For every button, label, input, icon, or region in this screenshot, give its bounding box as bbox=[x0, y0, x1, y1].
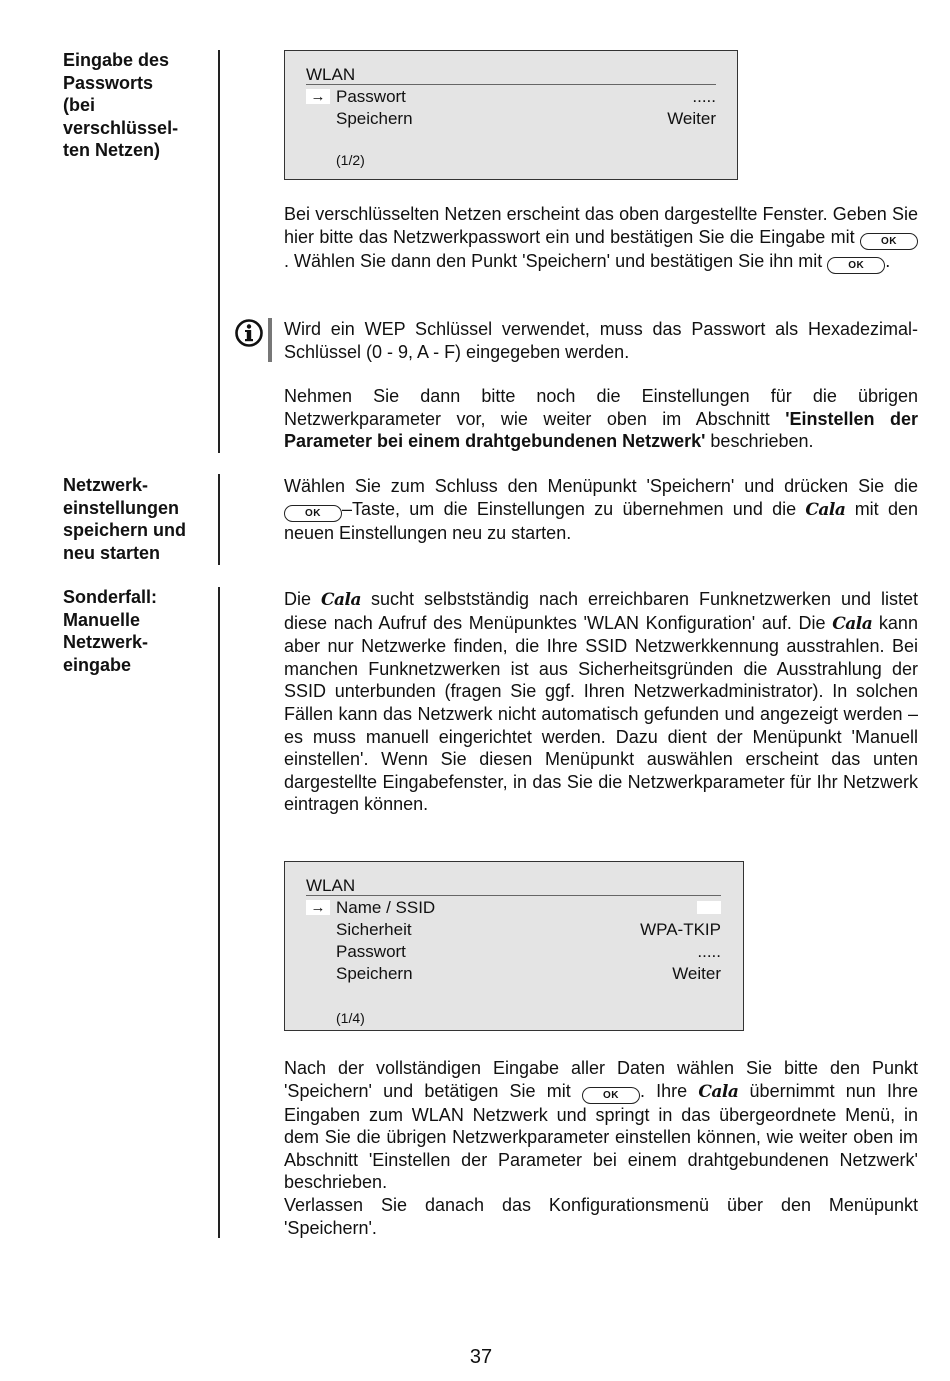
paragraph-encrypted-networks: Bei verschlüsselten Netzen erscheint das oben dargestellte Fenster. Geben Sie hier bitte das Netzwerkpasswort ein und bestätigen Sie die Eingabe mit OK. Wählen Sie dann den Punkt 'Speichern' und bestätigen Sie ihn mit OK . bbox=[284, 203, 918, 274]
note-marker-bar bbox=[268, 318, 272, 362]
menu-row-password[interactable] bbox=[306, 86, 716, 107]
paragraph-save-restart: Wählen Sie zum Schluss den Menüpunkt 'Speichern' und drücken Sie die OK –Taste, um die Einstellungen zu übernehmen und die Cala mit den neuen Einstellungen neu zu starten. bbox=[284, 476, 918, 543]
paragraph-finish-entry: Nach der vollständigen Eingabe aller Daten wählen Sie bitte den Punkt 'Speichern' und betätigen Sie mit OK . Ihre Cala übernimmt nun Ihre Eingaben zum WLAN Netzwerk und springt in das übergeordnete Menü, in dem Sie die übrigen Netzwerkparameter einstellen können, wie weiter oben im Abschnitt 'Einstellen der Parameter bei einem drahtgebundenen Netzwerk' beschrieben. Verlassen Sie danach das Konfigurationsmenü über den Menüpunkt 'Speichern'. bbox=[284, 1058, 918, 1238]
menu-row-value: Weiter bbox=[672, 964, 721, 983]
screen-page-indicator: (1/2) bbox=[336, 152, 365, 168]
menu-row-save[interactable] bbox=[306, 108, 716, 129]
menu-row-label: Name / SSID bbox=[336, 898, 436, 917]
section-divider bbox=[218, 474, 220, 565]
section-heading-password: Eingabe des Passworts (bei verschlüssel- ten Netzen) bbox=[63, 50, 179, 160]
menu-row-label: Speichern bbox=[336, 964, 413, 983]
ok-button-icon: OK bbox=[284, 505, 342, 522]
menu-row-label: Speichern bbox=[336, 109, 413, 128]
screen-page-indicator: (1/4) bbox=[336, 1010, 365, 1026]
menu-row-ssid[interactable] bbox=[306, 897, 721, 918]
menu-row-value: ..... bbox=[697, 942, 721, 961]
info-icon bbox=[234, 318, 264, 348]
screen-title: WLAN bbox=[306, 876, 356, 895]
ok-button-icon: OK bbox=[582, 1087, 640, 1104]
ok-button-icon: OK bbox=[860, 233, 918, 250]
paragraph-other-parameters: Nehmen Sie dann bitte noch die Einstellungen für die übrigen Netzwerkparameter vor, wie weiter oben im Abschnitt 'Einstellen der Parameter bei einem drahtgebundenen Netzwerk' beschrieben. bbox=[284, 386, 918, 452]
wlan-manual-screen bbox=[284, 861, 744, 1031]
menu-row-save[interactable] bbox=[306, 963, 721, 984]
ssid-input-field[interactable] bbox=[697, 901, 721, 914]
menu-row-label: Passwort bbox=[336, 87, 406, 106]
ok-button-icon: OK bbox=[827, 257, 885, 274]
page-number: 37 bbox=[469, 1346, 493, 1368]
section-divider bbox=[218, 587, 220, 1238]
brand-logo: Cala bbox=[320, 590, 362, 610]
screen-divider bbox=[306, 895, 721, 896]
section-heading-save-restart: Netzwerk- einstellungen speichern und neu starten bbox=[63, 475, 187, 563]
section-divider bbox=[218, 50, 220, 453]
menu-row-password[interactable] bbox=[306, 941, 721, 962]
brand-logo: Cala bbox=[805, 499, 846, 520]
selection-arrow-icon: → bbox=[306, 89, 330, 104]
menu-row-value: WPA-TKIP bbox=[640, 920, 721, 939]
screen-divider bbox=[306, 84, 716, 85]
menu-row-label: Passwort bbox=[336, 942, 406, 961]
wlan-password-screen bbox=[284, 50, 738, 180]
section-heading-manual-entry: Sonderfall: Manuelle Netzwerk- eingabe bbox=[63, 587, 158, 675]
brand-logo: Cala bbox=[698, 1081, 739, 1102]
note-wep-key: Wird ein WEP Schlüssel verwendet, muss das Passwort als Hexadezimal-Schlüssel (0 - 9, A - F) eingegeben werden. bbox=[284, 319, 918, 362]
screen-title: WLAN bbox=[306, 65, 356, 84]
brand-logo: Cala bbox=[832, 613, 873, 634]
paragraph-manual-entry: Die Cala sucht selbstständig nach erreichbaren Funknetzwerken und listet diese nach Aufruf des Menüpunktes 'WLAN Konfiguration' auf. Die Cala kann aber nur Netzwerke finden, die Ihre SSID Netzwerkkennung ausstrahlen. Bei manchen Funknetzwerken ist aus Sicherheitsgründen die Ausstrahlung der SSID unterbunden (fragen Sie ggf. Ihren Netzwerkadministrator). In solchen Fällen kann das Netzwerk nicht automatisch gefunden und angezeigt werden – es muss manuell eingerichtet werden. Dazu dient der Menüpunkt 'Manuell einstellen'. Wenn Sie diesen Menüpunkt auswählen erscheint das unten dargestellte Eingabefenster, in das Sie die Netzwerkparameter für Ihr Netzwerk eintragen können. bbox=[284, 589, 918, 815]
menu-row-value: ..... bbox=[692, 87, 716, 106]
selection-arrow-icon: → bbox=[306, 900, 330, 915]
menu-row-security[interactable] bbox=[306, 919, 721, 940]
menu-row-label: Sicherheit bbox=[336, 920, 412, 939]
menu-row-value: Weiter bbox=[667, 109, 716, 128]
